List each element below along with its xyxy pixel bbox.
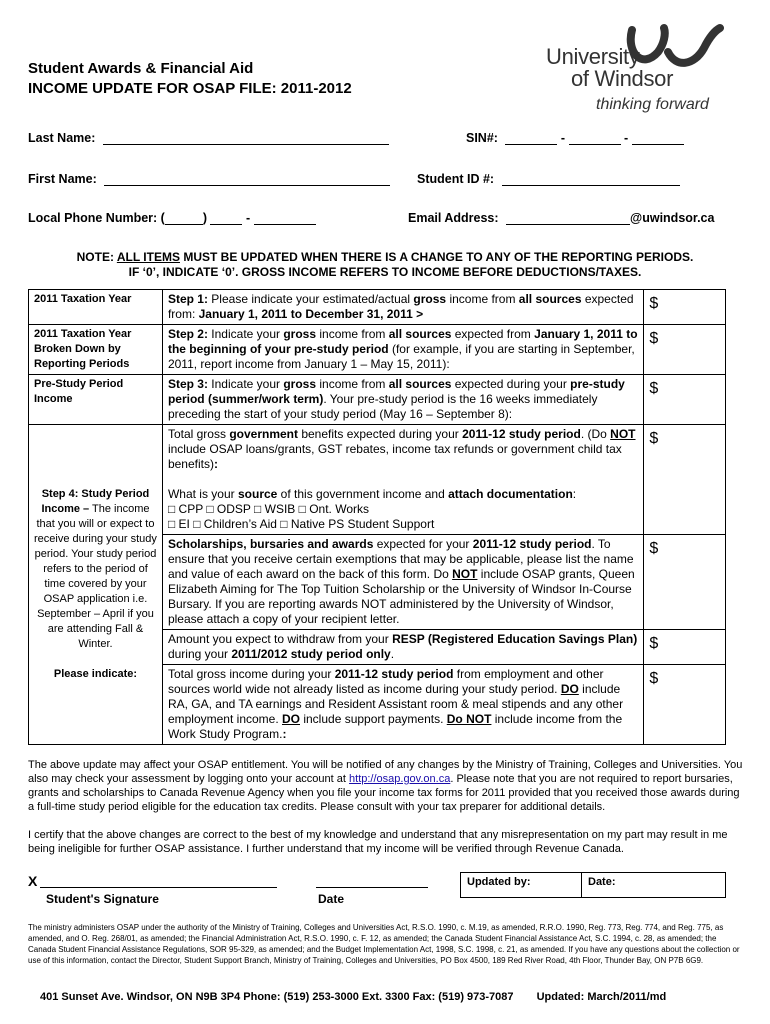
email-line[interactable] [506, 224, 630, 225]
first-name-label: First Name: [28, 172, 97, 186]
resp-amount-field[interactable]: $ [644, 630, 726, 665]
phone-number-line[interactable] [254, 224, 316, 225]
legal-notice: The ministry administers OSAP under the authority of the Ministry of Training, Colleges and Universities Act, R.S.O. 1990, c. M.19, as amended, R.R.O. 1990, Reg. 773, Reg. 774, and Reg. 775, as amended, and O. Reg. 268/01, as amended; the Financial Administration Act, R.S.O. 1990, c. F. 12, as amended; the Canada Student Financial Assistance Act, S.C. 1994, c. 28, as amended; the Canada Student Financial Assistance Regulations, SOR 95-329, as amended; and the Budget Implementation Act, 1998, S.C. 1998, c. 21, as amended. If you have any questions about the collection or use of this information, contact the Director, Student Support Branch, Ministry of Training, Colleges and Universities, PO Box 4500, 189 Red River Road, 4th Floor, Thunder Bay, ON P7B 6G9. [28, 923, 740, 965]
last-name-label: Last Name: [28, 131, 96, 145]
email-field[interactable] [408, 211, 714, 225]
signature-x-mark: X [28, 873, 38, 889]
step3-amount-field[interactable]: $ [644, 375, 726, 425]
note-line-2: IF ‘0’, INDICATE ‘0’. GROSS INCOME REFERS TO INCOME BEFORE DEDUCTIONS/TAXES. [128, 265, 642, 279]
osap-link[interactable]: http://osap.gov.on.ca [349, 773, 451, 785]
last-name-field[interactable] [28, 131, 389, 145]
email-label: Email Address: [408, 211, 499, 225]
email-domain: @uwindsor.ca [630, 211, 715, 225]
student-id-field[interactable] [417, 172, 680, 186]
logo-of-windsor: of Windsor [571, 66, 674, 91]
first-name-line[interactable] [104, 185, 390, 186]
table-row [29, 425, 726, 535]
table-row [29, 325, 726, 375]
phone-label: Local Phone Number: ( [28, 211, 165, 225]
sin-part-1[interactable] [505, 144, 557, 145]
step1-amount-field[interactable]: $ [644, 290, 726, 325]
resp-question: Amount you expect to withdraw from your RESP (Registered Education Savings Plan) during your 2011/2012 study period only. [162, 630, 643, 665]
sin-part-2[interactable] [569, 144, 621, 145]
scholarships-question: Scholarships, bursaries and awards expected for your 2011-12 study period. To ensure that you receive certain exemptions that may be applicable, please list the name and value of each award on the back of this form. Do NOT include OSAP grants, Queen Elizabeth Aiming for The Top Tuition Scholarship or the University of Windsor In-Course Bursary. If you are reporting awards NOT administered by the University of Windsor, please attach a copy of your recipient letter. [162, 535, 643, 630]
benefit-checkboxes-row-2[interactable]: □ EI □ Children’s Aid □ Native PS Student Support [167, 517, 435, 531]
step1-question: Step 1: Please indicate your estimated/actual gross income from all sources expected from: January 1, 2011 to December 31, 2011 > [162, 290, 643, 325]
sin-label: SIN#: [466, 131, 498, 145]
form-department: Student Awards & Financial Aid [28, 60, 254, 77]
employment-amount-field[interactable]: $ [644, 665, 726, 745]
scholarships-amount-field[interactable]: $ [644, 535, 726, 630]
osap-notice-paragraph: The above update may affect your OSAP entitlement. You will be notified of any changes by the Ministry of Training, Colleges and Universities. You also may check your assessment by logging onto your account at http://osap.gov.on.ca. Please note that you are not required to report bursaries, grants and scholarships to Canada Revenue Agency when you file your income tax forms for 2011 provided that you received those awards during a full-time study period eligible for the education tax credits. Please consult with your tax preparer for additional details. [28, 759, 743, 813]
date-line[interactable] [316, 887, 428, 888]
updated-by-box: Updated by: [460, 872, 582, 898]
step3-question: Step 3: Indicate your gross income from all sources expected during your pre-study period (summer/work term). Your pre-study period is the 16 weeks immediately preceding the start of your study period (May 16 – September 8): [162, 375, 643, 425]
table-row [29, 375, 726, 425]
date-label: Date [318, 892, 345, 906]
please-indicate-label: Please indicate: [53, 668, 138, 680]
footer [40, 991, 666, 1003]
certification-paragraph: I certify that the above changes are correct to the best of my knowledge and understand that any misrepresentation on my part may result in me being ineligible for further OSAP assistance. I further understand that my income will be verified through Revenue Canada. [28, 829, 728, 855]
last-name-line[interactable] [103, 144, 389, 145]
logo-university: University [546, 44, 640, 69]
table-row [29, 290, 726, 325]
step2-question: Step 2: Indicate your gross income from all sources expected from January 1, 2011 to the beginning of your pre-study period (for example, if you are starting in September, 2011, report income from January 1 – May 15, 2011): [162, 325, 643, 375]
note-line-1: NOTE: ALL ITEMS MUST BE UPDATED WHEN THERE IS A CHANGE TO ANY OF THE REPORTING PERIODS. [76, 250, 694, 264]
date-box: Date: [581, 872, 726, 898]
phone-field[interactable]: Local Phone Number: ( ) - [28, 211, 316, 225]
footer-updated: Updated: March/2011/md [536, 991, 667, 1003]
sin-part-3[interactable] [632, 144, 684, 145]
government-benefits-question: Total gross government benefits expected during your 2011-12 study period. (Do NOT include OSAP loans/grants, GST rebates, income tax refunds or government child tax benefits): What is your source of this government income and attach documentation: □ CPP □ ODSP □ WSIB □ Ont. Works □ EI □ Children’s Aid □ Native PS Student Support [162, 425, 643, 535]
government-amount-field[interactable]: $ [644, 425, 726, 535]
employment-income-question: Total gross income during your 2011-12 study period from employment and other sources world wide not already listed as income during your study period. DO include RA, GA, and TA earnings and Resident Assistant room & meal stipends and any other employment income. DO include support payments. Do NOT include income from the Work Study Program.: [162, 665, 643, 745]
income-table [28, 289, 726, 745]
benefit-checkboxes-row-1[interactable]: □ CPP □ ODSP □ WSIB □ Ont. Works [167, 502, 369, 516]
logo-tagline: thinking forward [596, 96, 709, 113]
row-label: 2011 Taxation Year [29, 290, 163, 325]
footer-address: 401 Sunset Ave. Windsor, ON N9B 3P4 Phone: (519) 253-3000 Ext. 3300 Fax: (519) 973-7087 [40, 991, 514, 1003]
phone-prefix-line[interactable] [210, 224, 242, 225]
step4-label: Step 4: Study Period Income – The income that you will or expect to receive during your study period. Your study period refers to the period of time covered by your OSAP application i.e. September – April if you are attending Fall & Winter. Please indicate: [29, 425, 163, 745]
student-id-line[interactable] [502, 185, 680, 186]
signature-line[interactable] [40, 887, 277, 888]
step2-amount-field[interactable]: $ [644, 325, 726, 375]
row-label: 2011 Taxation Year Broken Down by Reporting Periods [29, 325, 163, 375]
signature-label: Student's Signature [46, 892, 159, 906]
sin-field[interactable]: SIN#: - - [466, 131, 684, 145]
area-code-line[interactable] [165, 224, 203, 225]
first-name-field[interactable] [28, 172, 390, 186]
row-label: Pre-Study Period Income [29, 375, 163, 425]
student-id-label: Student ID #: [417, 172, 495, 186]
form-title: INCOME UPDATE FOR OSAP FILE: 2011-2012 [28, 80, 352, 97]
